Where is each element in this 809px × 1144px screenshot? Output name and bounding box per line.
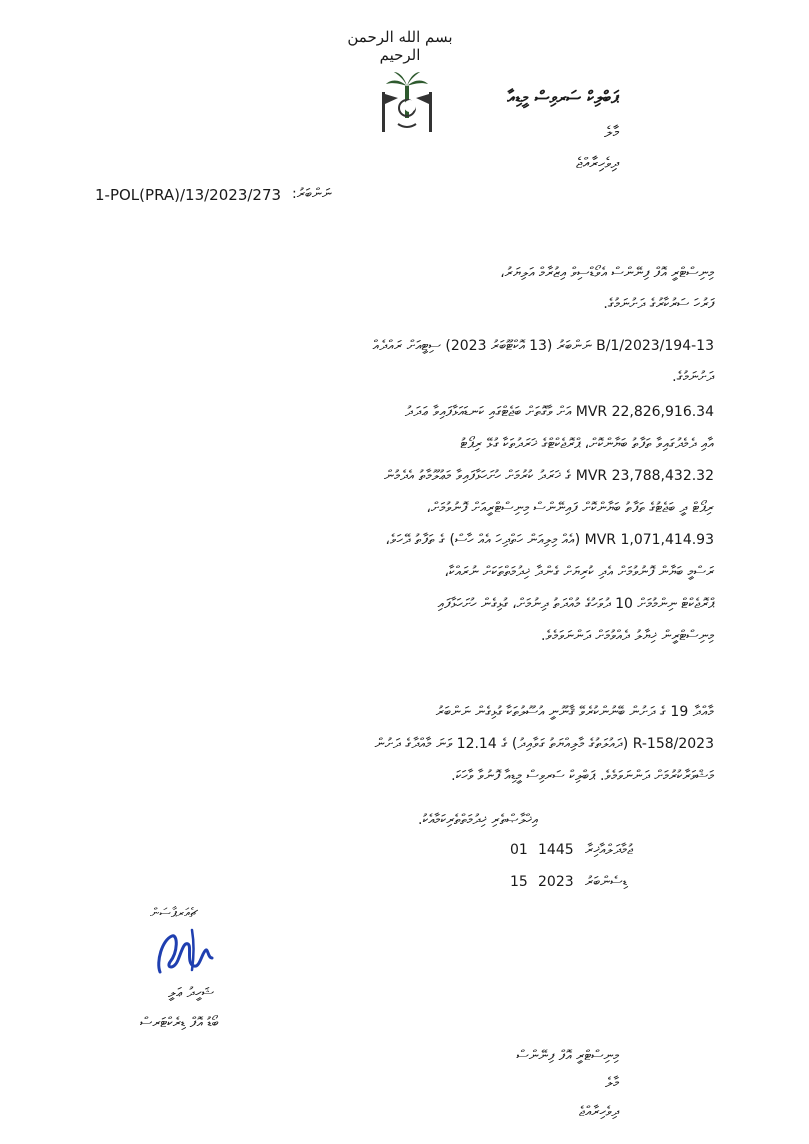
body-line: MVR 1,071,414.93 (އެއް މިލިއަން ހަތްދިހަ އެއް ހާސް) ގެ ތަފާތު ދޭހަވެ،	[385, 532, 714, 548]
addressee-line-1: މިނިސްޓްރީ އޮފް ފިނޭންސް	[516, 1048, 619, 1064]
body-line: މަޝްވަރާކުރުމަށް ދަންނަވަމެވެ. ޕަބްލިކް ސަރވިސް މީޑިއާ ފޮނުވާ ވާހަކަ.	[451, 768, 714, 784]
date-hijri-month: ޖުމާދަލްއާޚިރާ	[585, 842, 633, 858]
bismillah-heading: بسم الله الرحمن الرحيم	[347, 28, 453, 64]
body-line: ދަށުނަމުގެ.	[672, 369, 714, 385]
date-hijri-year: 1445	[538, 842, 574, 858]
body-line: ފަރުހަ ސަރުކާރުގެ ދަށުނަމުގެ.	[603, 296, 714, 312]
date-hijri-day: 01	[510, 842, 528, 858]
signatory-name: ޝަހީދު ޢަލީ	[168, 985, 215, 1001]
body-line: ރިޕޯޓް ދީ ބަޖެޓުގެ ތަފާތު ބަޔާންކޮށް ފައިނޭންސް މިނިސްޓްރީއަށް ފޮނުވުމަށް،	[426, 500, 714, 516]
reference-label: ނަންބަރު:	[292, 186, 332, 202]
body-line: ޕްރޮޖެކްޓް ނިންމުމަށް 10 ދުވަހުގެ މުއްދަތު ދިނުމަށް، ގުޅިގެން ހުށަހަޅާފައި	[437, 596, 714, 612]
organization-city: މާލެ	[604, 123, 619, 141]
body-line: 2023/R-158 (ދައުލަތުގެ މާލިއްޔަތު ގަވާއިދު) ގެ 12.14 ވަނަ މާއްދާގެ ދަށުން	[374, 736, 714, 752]
date-greg-month: ޑިސެންބަރު	[585, 874, 628, 890]
addressee-line-3: ދިވެހިރާއްޖެ	[578, 1104, 619, 1120]
body-line: ރަސްމީ ބަޔާން ފޮނުވުމަށް އެދި ކުރިޔަށް ގެންދާ ޚިދުމަތްތަކަށް ނުރައްކާ،	[444, 564, 714, 580]
body-line: އާއި ދެމެދުގައިވާ ތަފާތު ބަޔާންކޮށް، ޕްރޮޖެކްޓްގެ ޚަރަދުތަކާ ގުޅޭ ރިޕޯޓު	[460, 436, 714, 452]
reference-number: 1-POL(PRA)/13/2023/273	[95, 186, 282, 204]
body-line: މާއްދާ 19 ގެ ދަށުން ބޭނުންކުރެވޭ ޤާނޫނީ އުސޫލުތަކާ ގުޅިގެން ނަންބަރު	[435, 704, 714, 720]
date-greg-year: 2023	[538, 874, 574, 890]
body-line: 13-B/1/2023/194 ނަންބަރު (13 އޮކްޓޫބަރު 2023) ސިޓީއަށް ރައްދެއް	[372, 338, 714, 354]
body-line: މިނިސްޓްރީ އޮފް ފިނޭންސް އެވޯޑްސިވް އިޒުރާމް އަލިޔަރު،	[500, 265, 714, 281]
body-line: MVR 22,826,916.34 އަށް ވާގޮތަށް ބަޖެޓްގައި ކަނޑައަޅާފައިވާ ޢަދަދު	[404, 404, 714, 420]
state-emblem	[378, 70, 436, 136]
body-line: MVR 23,788,432.32 ގެ ޚަރަދު ކުރުމަށް ހުށަހަޅާފައިވާ މަޢުލޫމާތު އެދެމުން	[384, 468, 714, 484]
closing-line: އިޚްލާޞްތެރި ޚިދުމަތްތެރިކަމާއެކު.	[418, 812, 538, 828]
body-line: މިނިސްޓްރީން ޚިޔާލު ދެއްވުމަށް ދަންނަވަމެވެ.	[541, 628, 714, 644]
addressee-line-2: މާލެ	[605, 1075, 619, 1091]
organization-name: ޕަބްލިކް ސަރވިސް މީޑިއާ	[507, 88, 619, 108]
signatory-role: ބޯޑު އޮފް ޑިރެކްޓަރސް	[140, 1015, 219, 1031]
signatory-title: ޗެއަރޕާސަން	[150, 906, 198, 921]
organization-country: ދިވެހިރާއްޖެ	[575, 154, 619, 172]
handwritten-signature	[148, 922, 228, 980]
date-greg-day: 15	[510, 874, 528, 890]
